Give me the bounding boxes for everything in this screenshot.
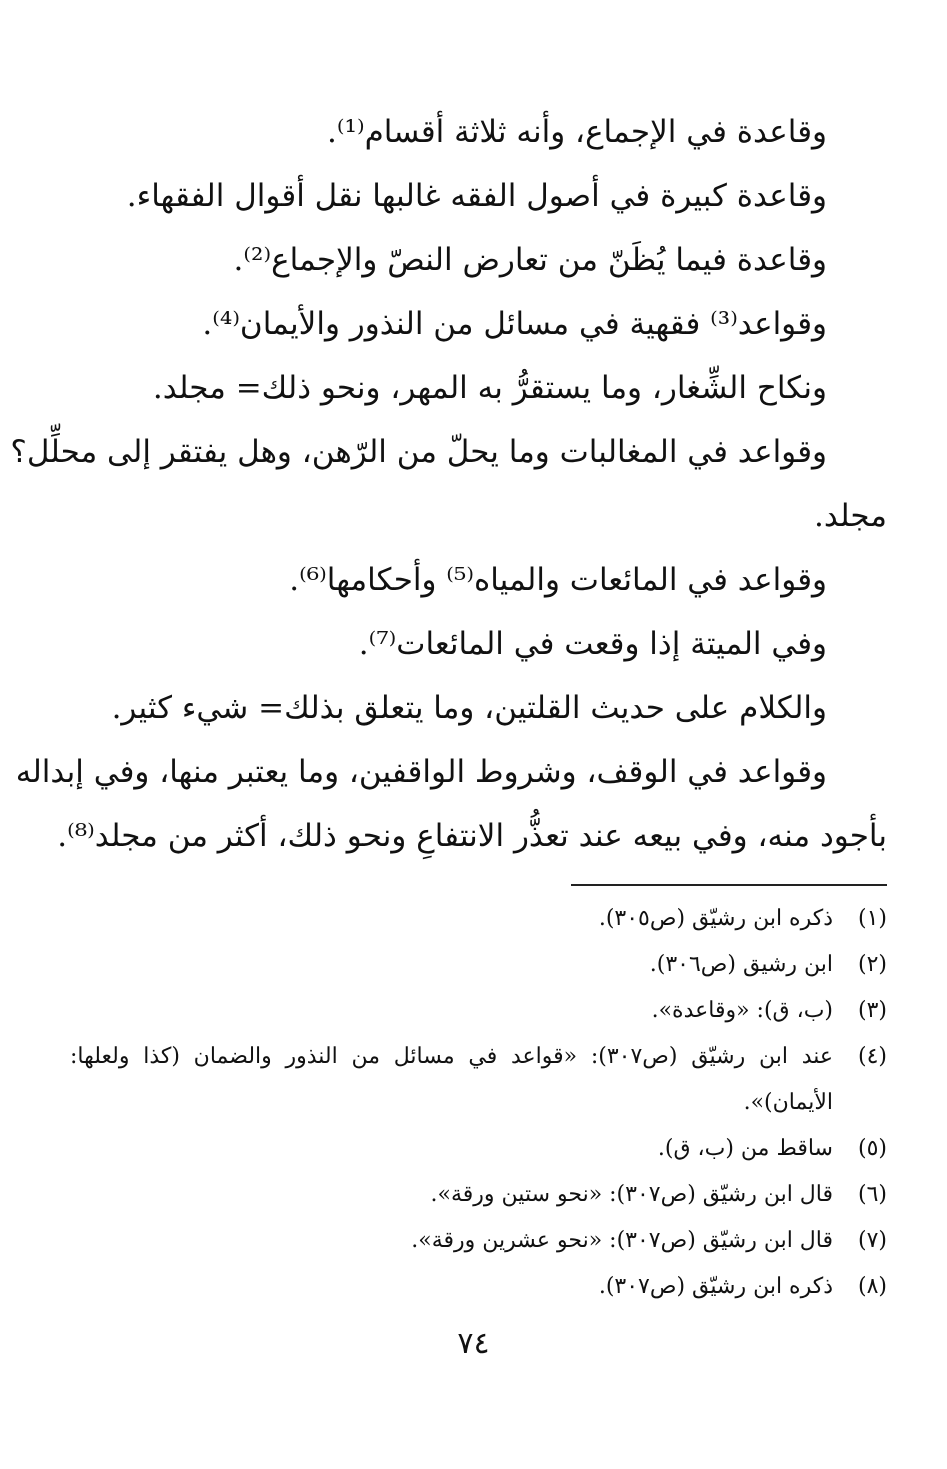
footnote-text: ابن رشيق (ص٣٠٦).	[649, 952, 833, 977]
footnote-continuation: الأيمان)».	[743, 1090, 833, 1115]
footnote-text: (ب، ق): «وقاعدة».	[651, 998, 833, 1023]
text-line: وقاعدة في الإجماع، وأنه ثلاثة أقسام⁽¹⁾.	[327, 114, 827, 150]
footnote	[70, 942, 887, 988]
footnote-text: قال ابن رشيّق (ص٣٠٧): «نحو ستين ورقة».	[430, 1182, 833, 1207]
main-text	[10, 100, 887, 868]
text-line: وفي الميتة إذا وقعت في المائعات⁽⁷⁾.	[358, 626, 827, 662]
footnote-text: ذكره ابن رشيّق (ص٣٠٧).	[598, 1274, 833, 1299]
footnote-number: (٨)	[857, 1274, 887, 1299]
footnote	[70, 1172, 887, 1218]
footnote	[70, 988, 887, 1034]
text-line: بأجود منه، وفي بيعه عند تعذُّر الانتفاعِ ونحو ذلك، أكثر من مجلد⁽⁸⁾.	[57, 818, 887, 854]
footnote-number: (٧)	[857, 1228, 887, 1253]
text-line: وقواعد⁽³⁾ فقهية في مسائل من النذور والأيمان⁽⁴⁾.	[202, 306, 827, 342]
footnotes	[70, 896, 887, 1310]
footnote-number: (٦)	[857, 1182, 887, 1207]
text-line: وقاعدة فيما يُظَنّ من تعارض النصّ والإجماع⁽²⁾.	[233, 242, 827, 278]
text-line: وقاعدة كبيرة في أصول الفقه غالبها نقل أقوال الفقهاء.	[126, 178, 827, 214]
text-line: مجلد.	[813, 498, 887, 534]
text-line: وقواعد في المغالبات وما يحلّ من الرّهن، وهل يفتقر إلى محلِّل؟	[10, 434, 827, 470]
footnote-text: ساقط من (ب، ق).	[657, 1136, 833, 1161]
footnote	[70, 1218, 887, 1264]
page-number: ٧٤	[457, 1326, 490, 1361]
text-line: وقواعد في المائعات والمياه⁽⁵⁾ وأحكامها⁽⁶⁾.	[289, 562, 827, 598]
footnote	[70, 1126, 887, 1172]
footnote-separator	[571, 884, 887, 886]
footnote-number: (٥)	[857, 1136, 887, 1161]
footnote-number: (١)	[857, 906, 887, 931]
footnote	[70, 1034, 887, 1080]
footnote-number: (٢)	[857, 952, 887, 977]
text-line: ونكاح الشِّغار، وما يستقرُّ به المهر، ونحو ذلك= مجلد.	[152, 370, 827, 406]
footnote-text: ذكره ابن رشيّق (ص٣٠٥).	[598, 906, 833, 931]
footnote-number: (٣)	[857, 998, 887, 1023]
footnote	[70, 1264, 887, 1310]
text-line: وقواعد في الوقف، وشروط الواقفين، وما يعتبر منها، وفي إبداله	[15, 754, 827, 790]
footnote-text: قال ابن رشيّق (ص٣٠٧): «نحو عشرين ورقة».	[411, 1228, 833, 1253]
footnote	[70, 896, 887, 942]
footnote-text: عند ابن رشيّق (ص٣٠٧): «قواعد في مسائل من النذور والضمان (كذا ولعلها:	[70, 1044, 834, 1069]
footnote-number: (٤)	[857, 1044, 887, 1069]
text-line: والكلام على حديث القلتين، وما يتعلق بذلك= شيء كثير.	[111, 690, 827, 726]
